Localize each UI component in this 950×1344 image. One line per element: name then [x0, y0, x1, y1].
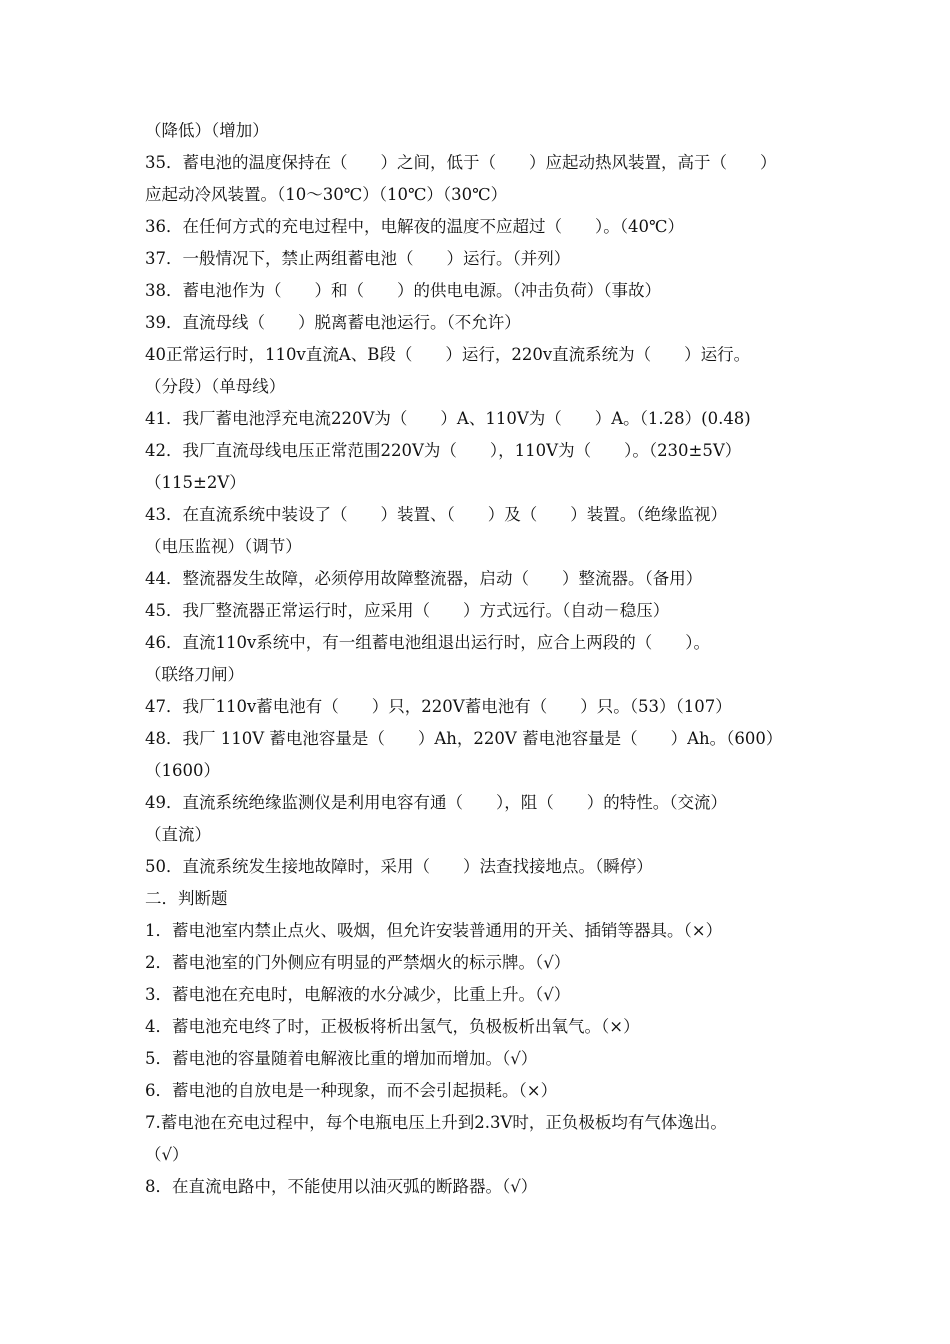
text-line: （直流） [145, 825, 211, 844]
text-line: 45．我厂整流器正常运行时，应采用（ ）方式远行。（自动－稳压） [145, 601, 670, 620]
text-line: 41．我厂蓄电池浮充电流220V为（ ）A、110V为（ ）A。（1.28）(0.48) [145, 409, 751, 428]
text-line: 36．在任何方式的充电过程中，电解夜的温度不应超过（ ）。（40℃） [145, 217, 684, 236]
text-line: 8．在直流电路中，不能使用以油灭弧的断路器。（√） [145, 1177, 538, 1196]
text-line: 40正常运行时，110v直流A、B段（ ）运行，220v直流系统为（ ）运行。 [145, 345, 751, 364]
text-line: 3．蓄电池在充电时，电解液的水分减少，比重上升。（√） [145, 985, 571, 1004]
text-line: 47．我厂110v蓄电池有（ ）只，220V蓄电池有（ ）只。（53）（107） [145, 697, 732, 716]
text-line: 35．蓄电池的温度保持在（ ）之间，低于（ ）应起动热风装置，高于（ ） [145, 153, 777, 172]
text-line: 44．整流器发生故障，必须停用故障整流器，启动（ ）整流器。（备用） [145, 569, 703, 588]
text-line: 46．直流110v系统中，有一组蓄电池组退出运行时，应合上两段的（ ）。 [145, 633, 711, 652]
text-line: 5．蓄电池的容量随着电解液比重的增加而增加。（√） [145, 1049, 538, 1068]
text-line: 2．蓄电池室的门外侧应有明显的严禁烟火的标示牌。（√） [145, 953, 571, 972]
text-line: （1600） [145, 761, 220, 780]
text-line: 39．直流母线（ ）脱离蓄电池运行。（不允许） [145, 313, 521, 332]
section-heading: 二．判断题 [145, 889, 228, 908]
document-page [145, 115, 815, 1203]
text-line: 49．直流系统绝缘监测仪是利用电容有通（ ），阻（ ）的特性。（交流） [145, 793, 727, 812]
text-line: 38．蓄电池作为（ ）和（ ）的供电电源。（冲击负荷）（事故） [145, 281, 661, 300]
text-line: 4．蓄电池充电终了时，正极板将析出氢气，负极板析出氧气。（×） [145, 1017, 640, 1036]
text-line: （分段）（单母线） [145, 377, 286, 396]
text-line: 43．在直流系统中装设了（ ）装置、（ ）及（ ）装置。（绝缘监视） [145, 505, 727, 524]
text-line: 37．一般情况下，禁止两组蓄电池（ ）运行。（并列） [145, 249, 571, 268]
text-line: 7.蓄电池在充电过程中，每个电瓶电压上升到2.3V时，正负极板均有气体逸出。 [145, 1113, 727, 1132]
text-line: （降低）（增加） [145, 121, 269, 140]
text-line: （联络刀闸） [145, 665, 244, 684]
text-line: 1．蓄电池室内禁止点火、吸烟，但允许安装普通用的开关、插销等器具。（×） [145, 921, 723, 940]
text-line: （√） [145, 1145, 189, 1164]
text-line: （电压监视）（调节） [145, 537, 302, 556]
text-line: （115±2V） [145, 473, 246, 492]
text-line: 48．我厂 110V 蓄电池容量是（ ）Ah，220V 蓄电池容量是（ ）Ah。（600） [145, 729, 783, 748]
text-line: 50．直流系统发生接地故障时，采用（ ）法查找接地点。（瞬停） [145, 857, 653, 876]
text-line: 42．我厂直流母线电压正常范围220V为（ ），110V为（ ）。（230±5V） [145, 441, 742, 460]
text-line: 6．蓄电池的自放电是一种现象，而不会引起损耗。（×） [145, 1081, 558, 1100]
text-line: 应起动冷风装置。（10～30℃）（10℃）（30℃） [145, 185, 508, 204]
